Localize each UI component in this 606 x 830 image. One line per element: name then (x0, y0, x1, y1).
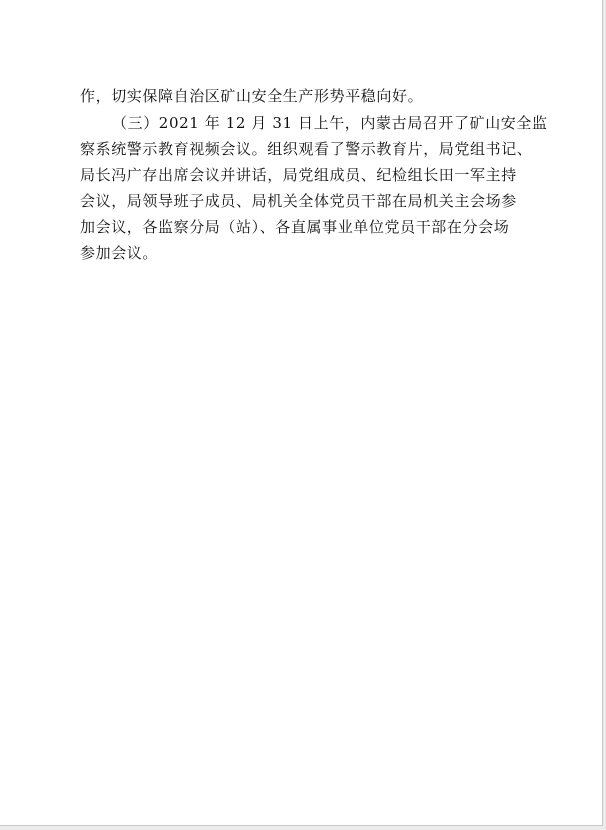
text-line: （三）2021 年 12 月 31 日上午，内蒙古局召开了矿山安全监 (112, 114, 548, 132)
text-line: 加会议，各监察分局（站）、各直属事业单位党员干部在分会场 (80, 218, 510, 236)
text-line: 会议，局领导班子成员、局机关全体党员干部在局机关主会场参 (80, 192, 517, 210)
text-line: 察系统警示教育视频会议。组织观看了警示教育片，局党组书记、 (80, 140, 533, 158)
text-line: 局长冯广存出席会议并讲话，局党组成员、纪检组长田一军主持 (80, 166, 517, 184)
paragraph-section-three (80, 110, 548, 266)
text-line: 作，切实保障自治区矿山安全生产形势平稳向好。 (80, 87, 424, 105)
paragraph-continuation (80, 83, 530, 109)
text-line: 参加会议。 (80, 244, 159, 262)
